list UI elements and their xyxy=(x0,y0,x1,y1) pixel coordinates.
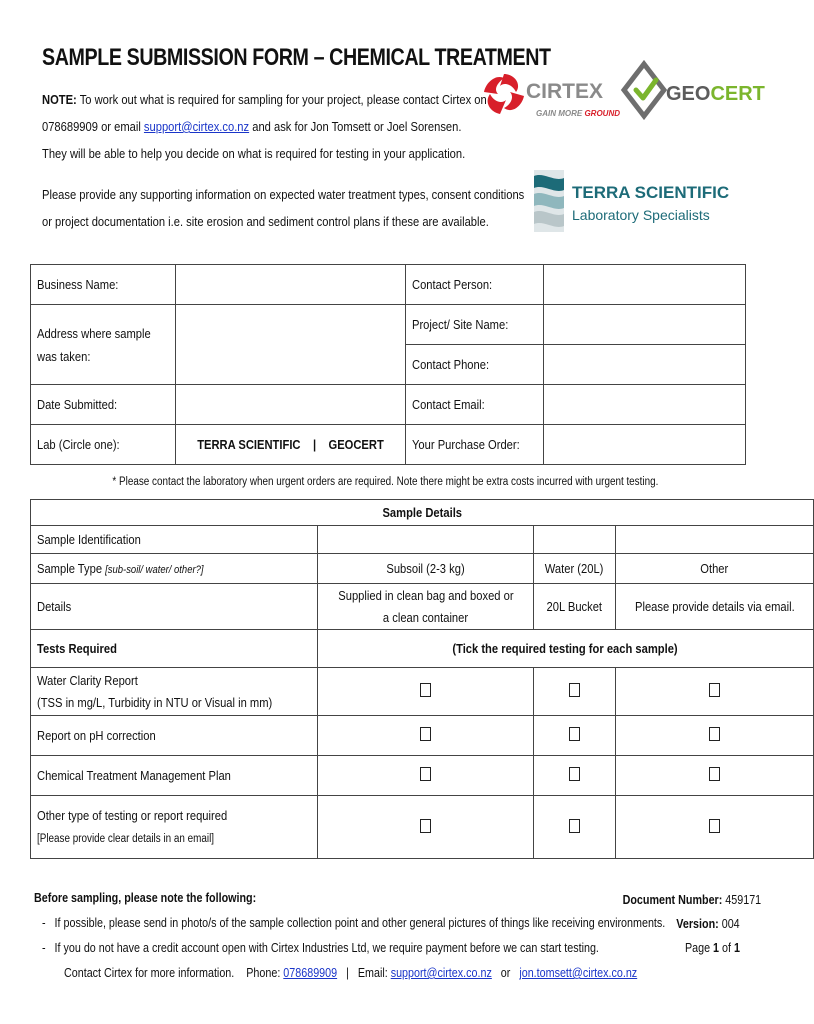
geocert-diamond-icon xyxy=(624,64,664,116)
contact-phone-field[interactable] xyxy=(544,345,746,385)
doc-number: 459171 xyxy=(725,893,762,907)
page-current: 1 xyxy=(713,941,720,955)
test-checkbox[interactable] xyxy=(709,819,720,833)
date-submitted-label: Date Submitted: xyxy=(37,397,118,412)
sample-id-field-3[interactable] xyxy=(615,526,814,554)
test-checkbox[interactable] xyxy=(709,727,720,741)
intro-line-2b: and ask for Jon Tomsett or Joel Sorensen. xyxy=(249,119,462,134)
before-sampling-heading: Before sampling, please note the following: xyxy=(34,891,257,905)
lab-label: Lab (Circle one): xyxy=(37,437,120,452)
sample-type-subsoil: Subsoil (2-3 kg) xyxy=(386,561,465,576)
sample-details-table xyxy=(30,499,814,859)
test-checkbox[interactable] xyxy=(569,767,580,781)
phone-label: Phone: xyxy=(246,966,284,980)
intro-supporting xyxy=(42,181,602,235)
geocert-logo xyxy=(622,60,765,120)
lab-separator: | xyxy=(313,437,317,452)
test-label: Chemical Treatment Management Plan xyxy=(37,768,231,783)
project-site-field[interactable] xyxy=(544,305,746,345)
tick-instruction: (Tick the required testing for each sample) xyxy=(452,641,679,656)
intro-line-2: 078689909 or email xyxy=(42,119,144,134)
test-row xyxy=(31,668,814,716)
test-label: Water Clarity Report xyxy=(37,672,138,688)
lab-option-terra[interactable]: TERRA SCIENTIFIC xyxy=(197,437,301,452)
page-of: of xyxy=(719,941,735,955)
or-text: or xyxy=(500,966,511,980)
geocert-wordmark-cert: CERT xyxy=(710,83,765,105)
intro-line-1: To work out what is required for sampling for your project, please contact Cirtex on xyxy=(76,92,487,107)
version-label: Version: xyxy=(676,917,723,931)
document-info xyxy=(600,888,762,960)
support-email-footer-link[interactable]: support@cirtex.co.nz xyxy=(390,966,492,980)
test-checkbox[interactable] xyxy=(420,819,431,833)
phone-link[interactable]: 078689909 xyxy=(283,966,338,980)
form-title: SAMPLE SUBMISSION FORM – CHEMICAL TREATMENT xyxy=(42,44,551,71)
geocert-wordmark-geo: GEO xyxy=(666,83,711,105)
details-other: Please provide details via email. xyxy=(634,599,795,614)
tests-required-label: Tests Required xyxy=(37,641,117,656)
intro-line-5: or project documentation i.e. site erosion and sediment control plans if these are available. xyxy=(42,214,489,229)
sample-id-field-1[interactable] xyxy=(317,526,534,554)
note-label: NOTE: xyxy=(42,92,77,107)
cirtex-logo xyxy=(484,64,621,124)
svg-text:GEOCERT xyxy=(666,83,765,105)
project-site-label: Project/ Site Name: xyxy=(412,317,509,332)
details-subsoil: Supplied in clean bag and boxed or xyxy=(337,587,514,603)
address-field[interactable] xyxy=(176,305,406,385)
test-row xyxy=(31,716,814,756)
business-name-field[interactable] xyxy=(176,265,406,305)
test-checkbox[interactable] xyxy=(420,767,431,781)
contact-email-field[interactable] xyxy=(544,385,746,425)
purchase-order-field[interactable] xyxy=(544,425,746,465)
contact-text: Contact Cirtex for more information. xyxy=(64,966,235,980)
note-photos: If possible, please send in photo/s of the sample collection point and other general pictures of things like receiving environments. xyxy=(54,916,666,930)
test-row xyxy=(31,756,814,796)
jon-email-link[interactable]: jon.tomsett@cirtex.co.nz xyxy=(519,966,638,980)
test-checkbox[interactable] xyxy=(420,683,431,697)
intro-line-4: Please provide any supporting information on expected water treatment types, consent conditions xyxy=(42,187,525,202)
email-label: Email: xyxy=(357,966,391,980)
test-label: Report on pH correction xyxy=(37,728,156,743)
bullet: - xyxy=(42,916,46,930)
terra-layers-icon xyxy=(534,170,564,232)
lab-option-geocert[interactable]: GEOCERT xyxy=(328,437,385,452)
test-checkbox[interactable] xyxy=(420,727,431,741)
cirtex-tagline-accent: GROUND xyxy=(584,109,621,118)
contact-person-field[interactable] xyxy=(544,265,746,305)
before-sampling-notes xyxy=(34,886,666,986)
date-submitted-field[interactable] xyxy=(176,385,406,425)
business-name-label: Business Name: xyxy=(37,277,119,292)
test-checkbox[interactable] xyxy=(709,683,720,697)
contact-email-label: Contact Email: xyxy=(412,397,485,412)
doc-number-label: Document Number: xyxy=(622,893,726,907)
footer-separator: | xyxy=(346,966,349,980)
version-value: 004 xyxy=(722,917,740,931)
bullet: - xyxy=(42,941,46,955)
purchase-order-label: Your Purchase Order: xyxy=(412,437,520,452)
urgent-orders-note xyxy=(0,476,770,488)
test-checkbox[interactable] xyxy=(709,767,720,781)
sample-type-water: Water (20L) xyxy=(545,561,604,576)
details-label: Details xyxy=(37,599,72,614)
note-payment: If you do not have a credit account open with Cirtex Industries Ltd, we require payment before we can start testing. xyxy=(54,941,599,955)
contact-phone-label: Contact Phone: xyxy=(412,357,490,372)
details-water: 20L Bucket xyxy=(546,599,603,614)
cirtex-tagline: GAIN MORE xyxy=(536,109,585,118)
svg-text:GAIN MORE GROUND xyxy=(536,109,620,118)
cirtex-wordmark: CIRTEX xyxy=(526,80,604,103)
urgent-note-text: * Please contact the laboratory when urgent orders are required. Note there might be extra costs incurred with urgent testing. xyxy=(112,476,658,488)
test-label: Other type of testing or report required xyxy=(37,807,228,823)
sample-details-header: Sample Details xyxy=(382,505,462,520)
lab-selector xyxy=(176,425,406,465)
intro-line-3: They will be able to help you decide on what is required for testing in your application. xyxy=(42,146,466,161)
terra-scientific-logo xyxy=(534,168,734,234)
terra-wordmark: TERRA SCIENTIFIC xyxy=(572,183,730,202)
details-subsoil-2: a clean container xyxy=(382,609,469,625)
contact-person-label: Contact Person: xyxy=(412,277,493,292)
test-checkbox[interactable] xyxy=(569,819,580,833)
page-label: Page xyxy=(685,941,714,955)
test-checkbox[interactable] xyxy=(569,727,580,741)
business-details-table xyxy=(30,264,746,465)
address-label: Address where sample xyxy=(37,325,151,341)
sample-identification-label: Sample Identification xyxy=(37,532,141,547)
terra-tagline: Laboratory Specialists xyxy=(572,207,710,223)
cirtex-swirl-icon xyxy=(484,74,524,114)
test-sublabel: [Please provide clear details in an email] xyxy=(37,832,215,845)
sample-type-other: Other xyxy=(700,561,729,576)
address-label-2: was taken: xyxy=(37,348,91,364)
sample-type-label: Sample Type xyxy=(37,561,106,576)
test-row xyxy=(31,796,814,859)
support-email-link[interactable]: support@cirtex.co.nz xyxy=(143,119,250,134)
test-checkbox[interactable] xyxy=(569,683,580,697)
sample-type-hint: [sub-soil/ water/ other?] xyxy=(105,564,204,576)
page-total: 1 xyxy=(734,941,740,955)
test-sublabel: (TSS in mg/L, Turbidity in NTU or Visual in mm) xyxy=(37,694,273,710)
sample-id-field-2[interactable] xyxy=(534,526,615,554)
